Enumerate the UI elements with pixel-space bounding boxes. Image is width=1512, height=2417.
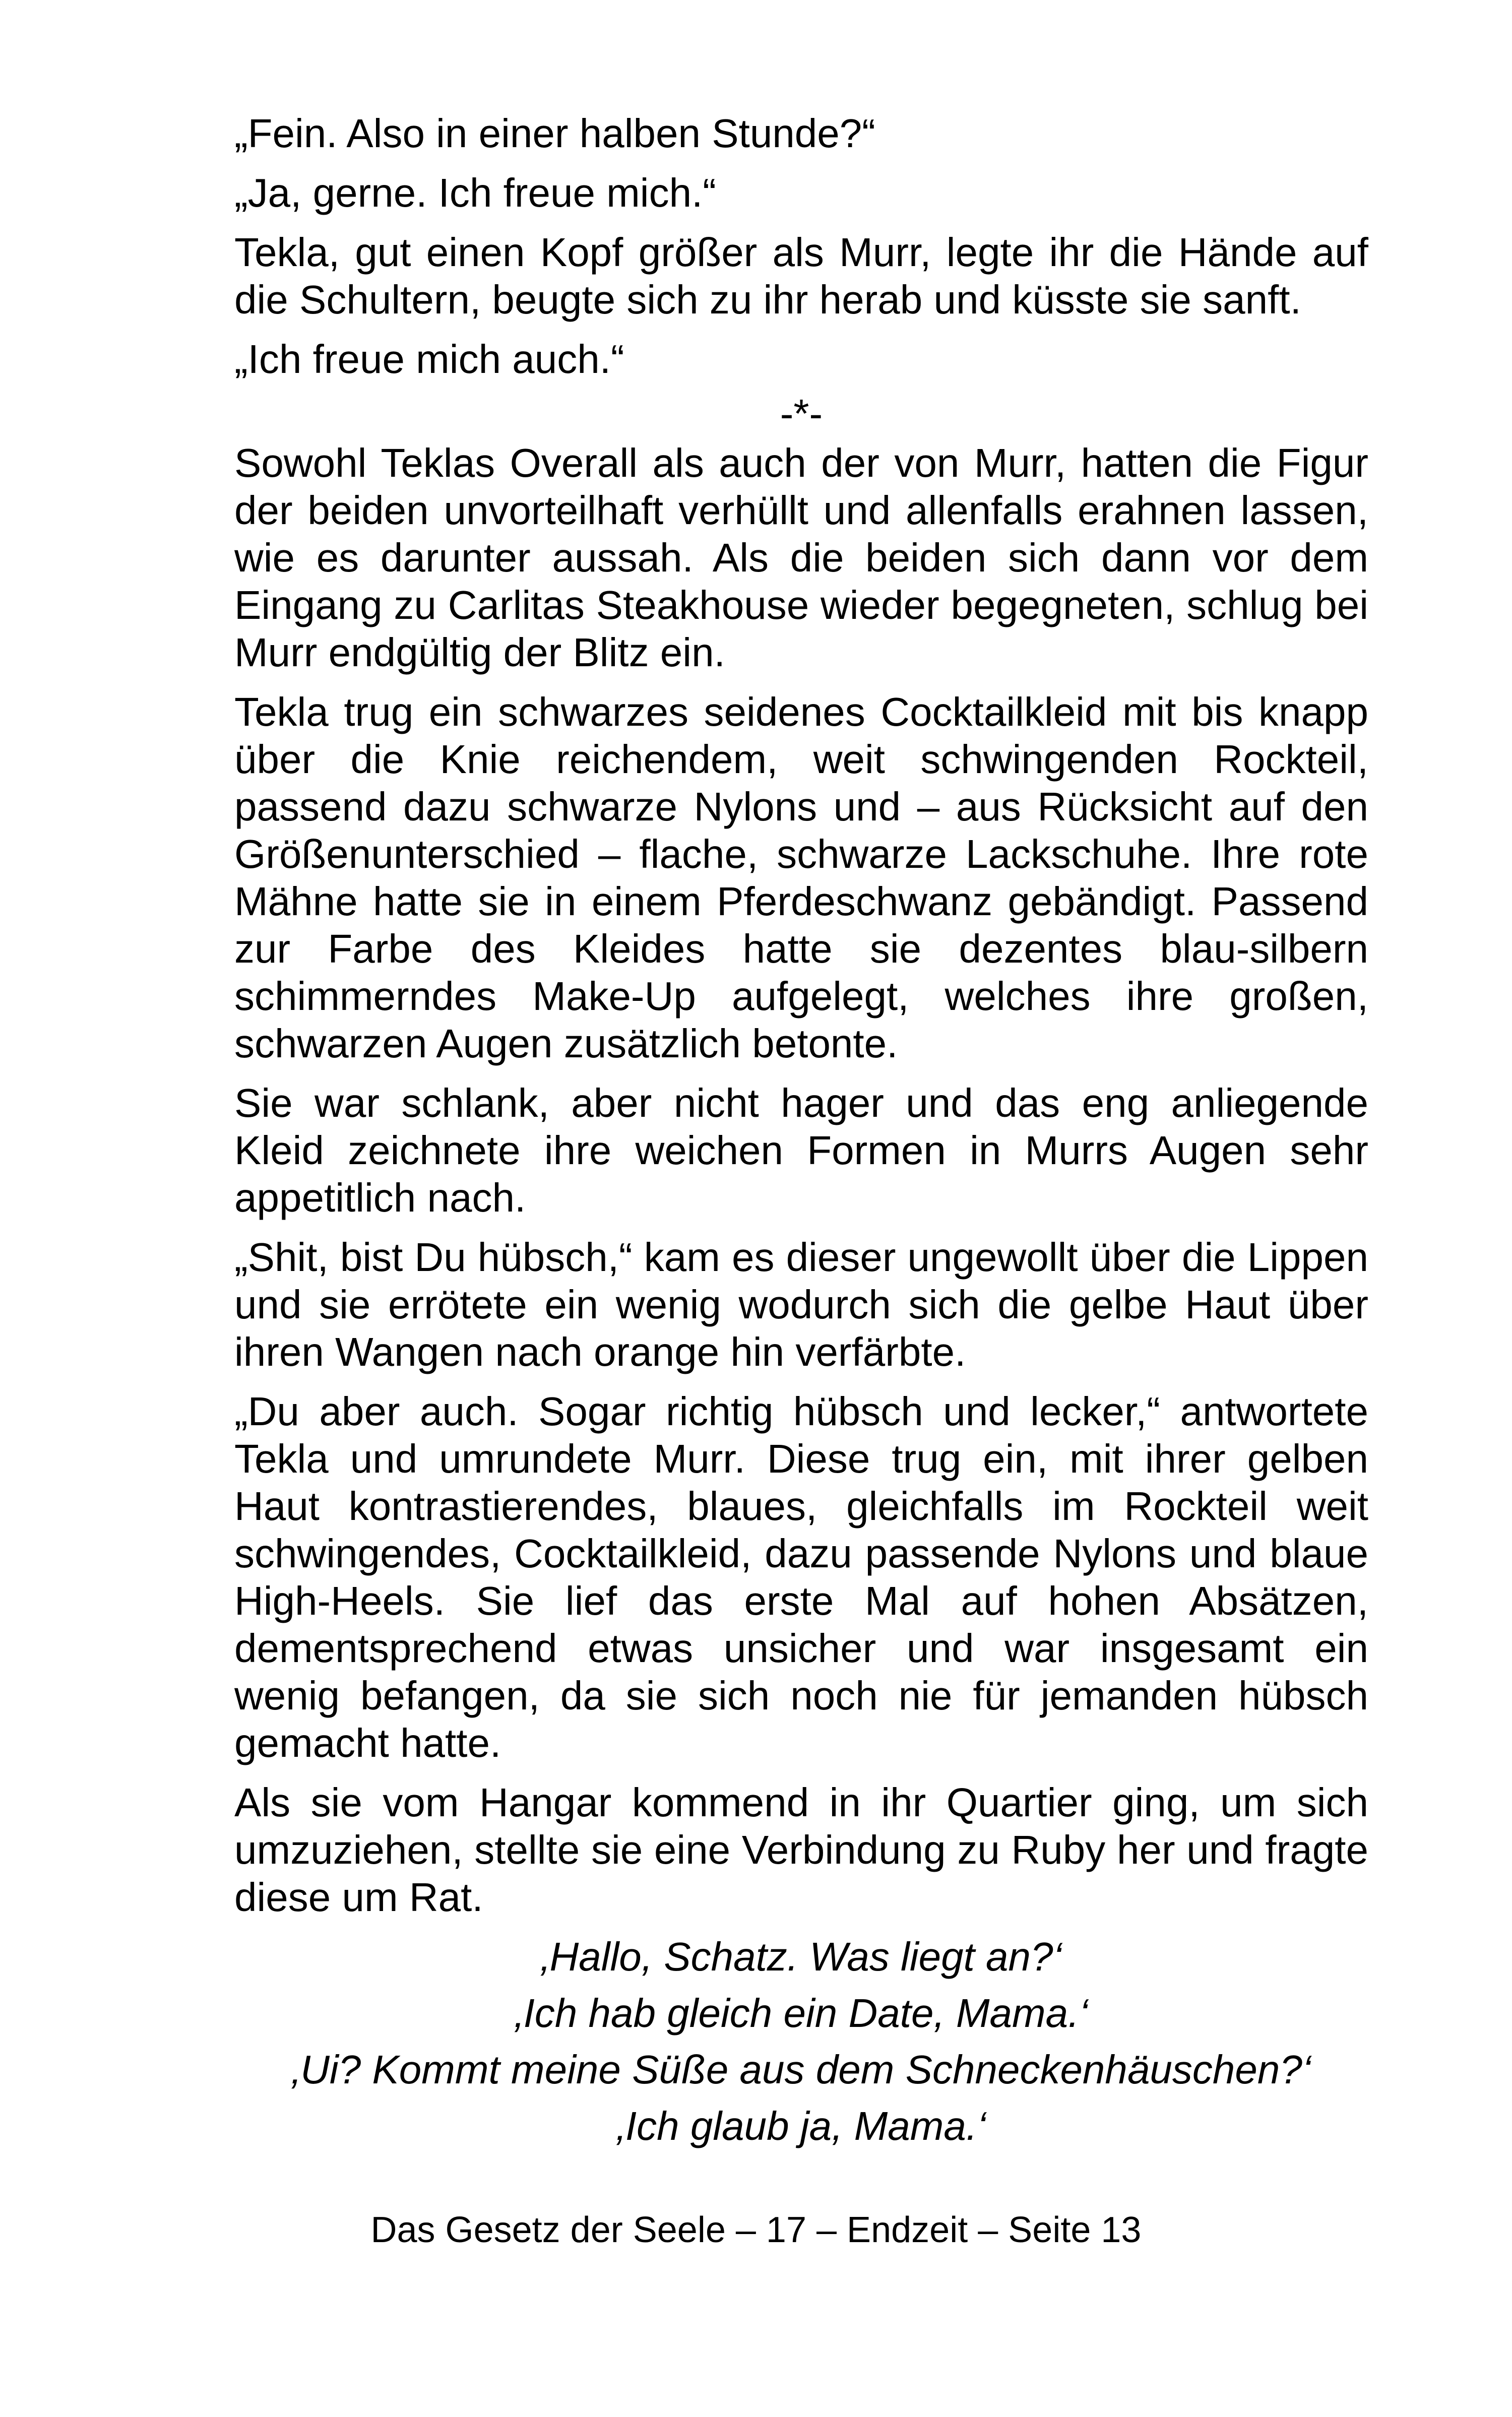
page-footer: Das Gesetz der Seele – 17 – Endzeit – Seite 13: [370, 2210, 1142, 2250]
narrative-paragraph: Tekla trug ein schwarzes seidenes Cocktailkleid mit bis knapp über die Knie reichendem, weit schwingenden Rockteil, passend dazu schwarze Nylons und – aus Rücksicht auf den Größenunterschied – flache, schwarze Lackschuhe. Ihre rote Mähne hatte sie in einem Pferdeschwanz gebändigt. Passend zur Farbe des Kleides hatte sie dezentes blau-silbern schimmerndes Make-Up aufgelegt, welches ihre großen, schwarzen Augen zusätzlich betonte.: [234, 689, 1368, 1066]
telepathic-dialogue-line: ‚Ui? Kommt meine Süße aus dem Schneckenhäuschen?‘: [291, 2047, 1311, 2092]
dialogue-paragraph: „Ja, gerne. Ich freue mich.“: [234, 170, 716, 215]
narrative-paragraph: Sowohl Teklas Overall als auch der von Murr, hatten die Figur der beiden unvorteilhaft verhüllt und allenfalls erahnen lassen, wie es darunter aussah. Als die beiden sich dann vor dem Eingang zu Carlitas Steakhouse wieder begegneten, schlug bei Murr endgültig der Blitz ein.: [234, 440, 1368, 675]
dialogue-paragraph: „Shit, bist Du hübsch,“ kam es dieser ungewollt über die Lippen und sie errötete ein wenig wodurch sich die gelbe Haut über ihren Wangen nach orange hin verfärbte.: [234, 1235, 1368, 1374]
telepathic-dialogue-line: ‚Ich hab gleich ein Date, Mama.‘: [514, 1991, 1089, 2036]
dialogue-paragraph: „Ich freue mich auch.“: [234, 337, 624, 381]
telepathic-dialogue-line: ‚Ich glaub ja, Mama.‘: [616, 2104, 986, 2148]
scene-separator: -*-: [780, 391, 823, 436]
dialogue-paragraph: „Fein. Also in einer halben Stunde?“: [234, 111, 875, 156]
dialogue-paragraph: „Du aber auch. Sogar richtig hübsch und lecker,“ antwortete Tekla und umrundete Murr. Diese trug ein, mit ihrer gelben Haut kontrastierendes, blaues, gleichfalls im Rockteil weit schwingendes, Cocktailkleid, dazu passende Nylons und blaue High-Heels. Sie lief das erste Mal auf hohen Absätzen, dementsprechend etwas unsicher und war insgesamt ein wenig befangen, da sie sich noch nie für jemanden hübsch gemacht hatte.: [234, 1389, 1368, 1765]
narrative-paragraph: Als sie vom Hangar kommend in ihr Quartier ging, um sich umzuziehen, stellte sie eine Verbindung zu Ruby her und fragte diese um Rat.: [234, 1780, 1368, 1920]
narrative-paragraph: Sie war schlank, aber nicht hager und das eng anliegende Kleid zeichnete ihre weichen Formen in Murrs Augen sehr appetitlich nach.: [234, 1080, 1368, 1220]
narrative-paragraph: Tekla, gut einen Kopf größer als Murr, legte ihr die Hände auf die Schultern, beugte sich zu ihr herab und küsste sie sanft.: [234, 230, 1368, 322]
telepathic-dialogue-line: ‚Hallo, Schatz. Was liegt an?‘: [540, 1934, 1062, 1979]
page-text-body: [234, 110, 1368, 2159]
